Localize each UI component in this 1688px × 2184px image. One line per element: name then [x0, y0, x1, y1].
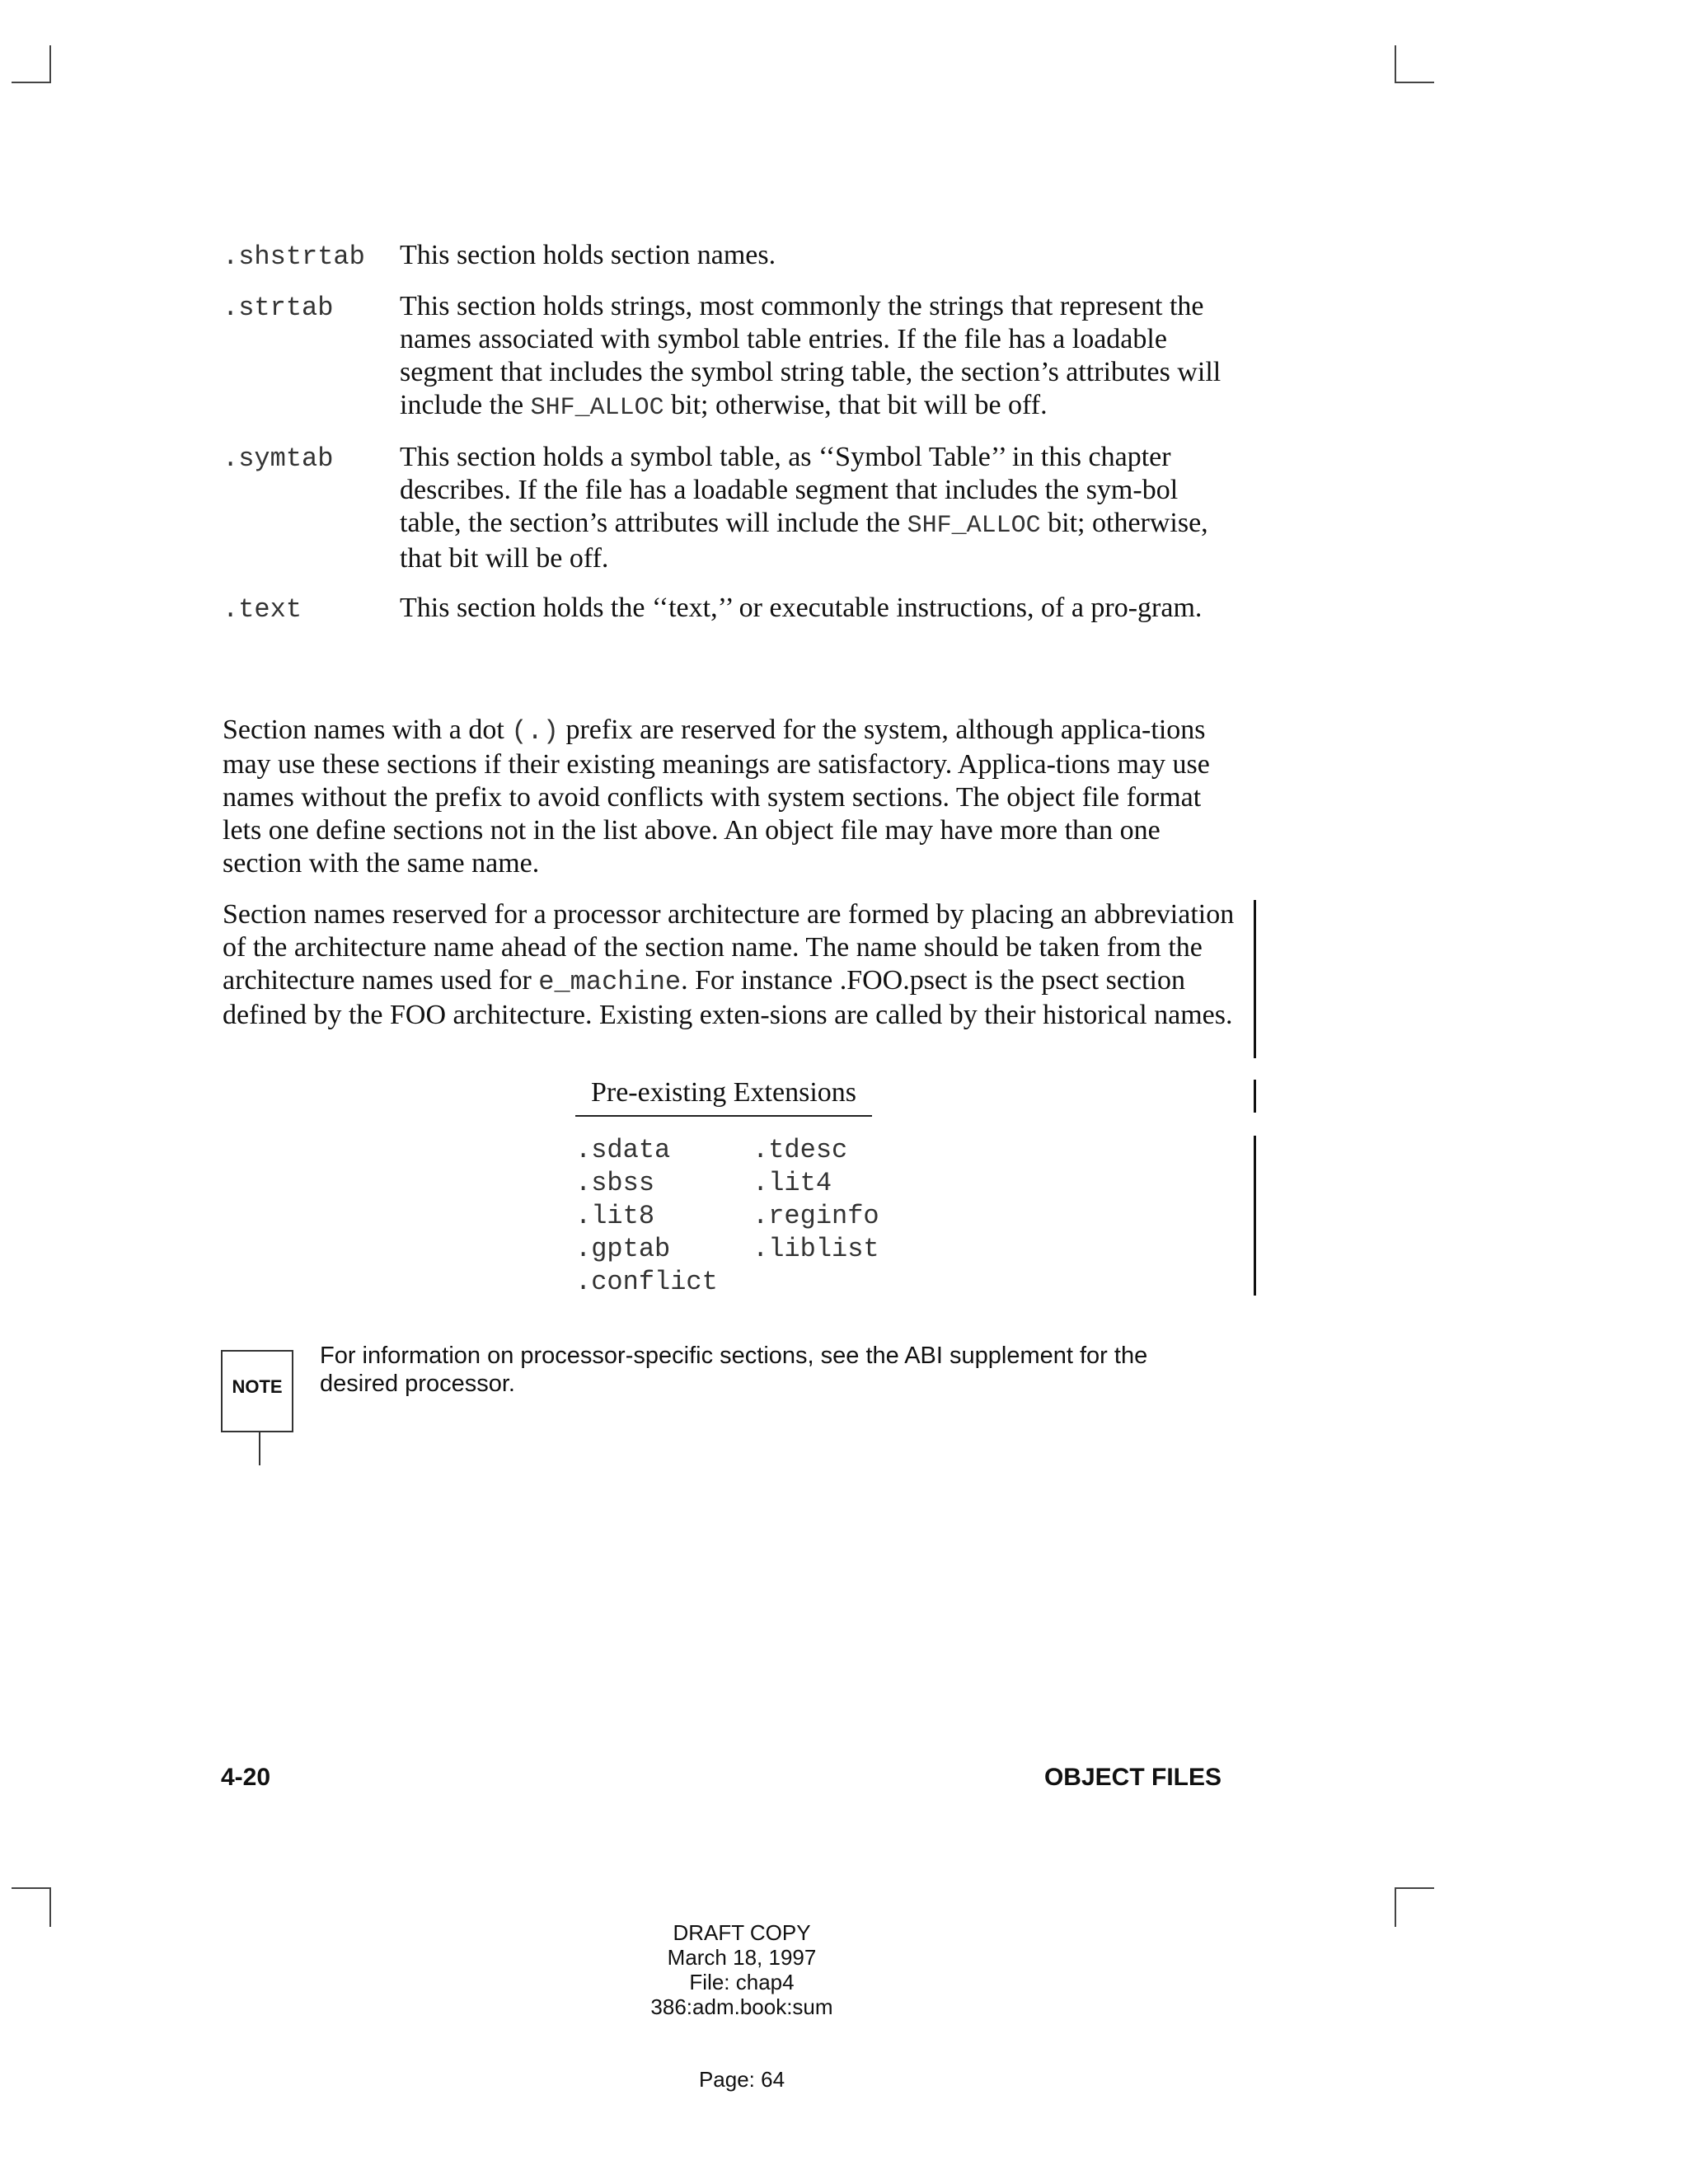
description-text: bit; otherwise, that bit will be off.: [400, 508, 1208, 574]
section-description: This section holds section names.: [400, 240, 776, 270]
table-cell: [753, 1266, 917, 1299]
table-cell: .lit8: [575, 1201, 655, 1231]
crop-mark-bottom-left: [49, 1887, 51, 1927]
description-text: This section holds a symbol table, as ‘‘Symbol Table’’ in this chapter describes. If the file has a loadable segment that includes the sym-bol table, the section’s attributes will include the: [400, 442, 1179, 538]
crop-mark-bottom-right-h: [1395, 1887, 1434, 1889]
table-cell: .liblist: [753, 1234, 879, 1264]
flag-code: SHF_ALLOC: [907, 512, 1041, 540]
table-row: [575, 1233, 917, 1266]
table-row: [575, 1167, 917, 1200]
note-label: NOTE: [232, 1376, 283, 1397]
crop-mark-bottom-left-h: [12, 1887, 51, 1889]
crop-mark-top-right: [1395, 45, 1396, 82]
section-name: .shstrtab: [223, 241, 365, 272]
draft-stamp: [577, 1920, 907, 2019]
section-definition: [223, 592, 1302, 626]
paragraph-text: Section names with a dot: [223, 715, 512, 745]
paragraph-text: . For instance .FOO.psect is the psect section defined by the FOO architecture. Existing exten-sions are called by their historical names.: [223, 965, 1233, 1030]
note-text: For information on processor-specific sections, see the ABI supplement for the desired processor.: [320, 1343, 1148, 1397]
chapter-title: OBJECT FILES: [1043, 1764, 1221, 1791]
extensions-table: [575, 1134, 917, 1299]
page-number: 4-20: [221, 1764, 271, 1791]
draft-line: File: chap4: [689, 1970, 795, 1994]
table-cell: .conflict: [575, 1267, 718, 1297]
description-text: This section holds strings, most commonly the strings that represent the names associated with symbol table entries. If the file has a loadable segment that includes the symbol string table, the section’s attributes will include the: [400, 291, 1221, 420]
crop-mark-top-left-h: [12, 82, 51, 83]
table-row: [575, 1266, 917, 1299]
paragraph-processor-names: [223, 898, 1245, 1032]
section-definition: [223, 290, 1302, 424]
note-stem: [259, 1432, 260, 1465]
draft-page: Page: 64: [698, 2067, 785, 2092]
description-text: bit; otherwise, that bit will be off.: [663, 390, 1048, 420]
paragraph-text: Section names reserved for a processor architecture are formed by placing an abbreviation of the architecture name ahead of the section name. The name should be taken from the architecture names used for: [223, 899, 1235, 996]
table-row: [575, 1134, 917, 1167]
section-description: [400, 290, 1240, 424]
draft-line: 386:adm.book:sum: [650, 1994, 833, 2019]
draft-line: March 18, 1997: [667, 1945, 817, 1970]
table-cell: .tdesc: [753, 1135, 848, 1165]
section-definition: [223, 441, 1302, 575]
change-bar: [1254, 900, 1256, 1058]
table-row: [575, 1200, 917, 1233]
section-name: .text: [223, 594, 302, 625]
draft-line: DRAFT COPY: [673, 1920, 811, 1945]
table-title: Pre-existing Extensions: [590, 1077, 857, 1108]
crop-mark-top-left: [49, 45, 51, 82]
table-cell: .sbss: [575, 1168, 655, 1198]
table-cell: .lit4: [753, 1168, 832, 1198]
flag-code: SHF_ALLOC: [530, 394, 664, 422]
section-definition: [223, 239, 1302, 274]
table-cell: .sdata: [575, 1135, 671, 1165]
change-bar: [1254, 1136, 1256, 1296]
e-machine-code: e_machine: [538, 967, 682, 997]
paragraph-reserved-names: [223, 714, 1245, 880]
dot-code: (.): [511, 716, 559, 747]
section-description: [400, 441, 1240, 575]
table-cell: .gptab: [575, 1234, 671, 1264]
paragraph-text: prefix are reserved for the system, although applica-tions may use these sections if their existing meanings are satisfactory. Applica-tions may use names without the prefix to avoid conflicts with system sections. The object file format lets one define sections not in the list above. An object file may have more than one section with the same name.: [223, 715, 1210, 879]
table-cell: .reginfo: [753, 1201, 879, 1231]
crop-mark-bottom-right: [1395, 1887, 1396, 1927]
table-title-rule: [575, 1115, 872, 1117]
section-definition-list: [223, 239, 1302, 643]
change-bar: [1254, 1080, 1256, 1113]
crop-mark-top-right-h: [1395, 82, 1434, 83]
section-description: This section holds the ‘‘text,’’ or executable instructions, of a pro-gram.: [400, 593, 1203, 623]
section-name: .strtab: [223, 293, 334, 323]
section-name: .symtab: [223, 443, 334, 474]
